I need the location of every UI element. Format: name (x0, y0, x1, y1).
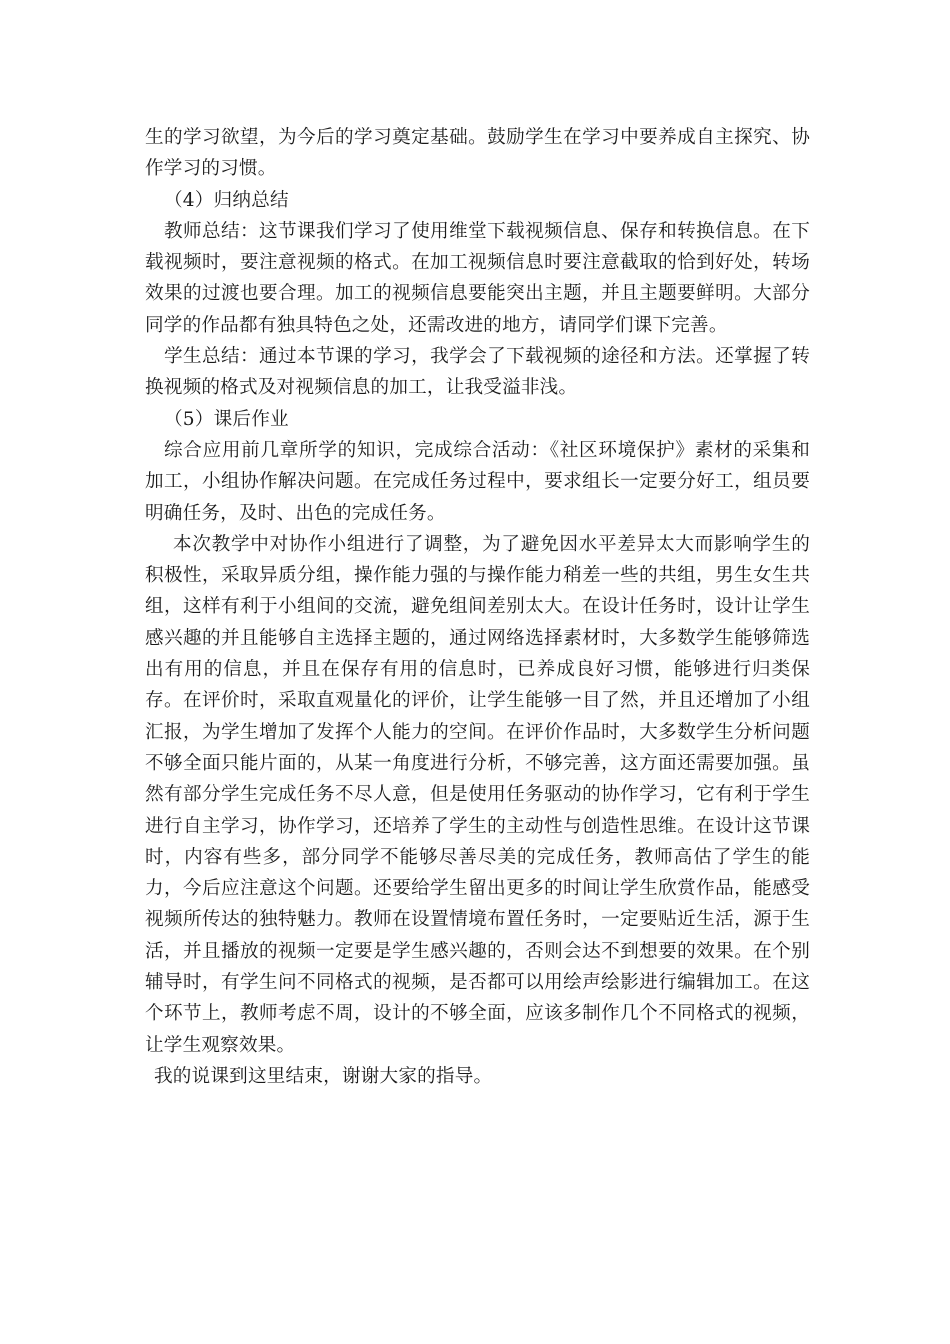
paragraph-student-summary: 学生总结：通过本节课的学习，我学会了下载视频的途径和方法。还掌握了转换视频的格式及对视频信息的加工，让我受溢非浅。 (145, 346, 810, 399)
paragraph-reflection: 本次教学中对协作小组进行了调整，为了避免因水平差异太大而影响学生的积极性，采取异质分组，操作能力强的与操作能力稍差一些的共组，男生女生共组，这样有利于小组间的交流，避免组间差别太大。在设计任务时，设计让学生感兴趣的并且能够自主选择主题的，通过网络选择素材时，大多数学生能够筛选出有用的信息，并且在保存有用的信息时，已养成良好习惯，能够进行归类保存。在评价时，采取直观量化的评价，让学生能够一目了然，并且还增加了小组汇报，为学生增加了发挥个人能力的空间。在评价作品时，大多数学生分析问题不够全面只能片面的，从某一角度进行分析，不够完善，这方面还需要加强。虽然有部分学生完成任务不尽人意，但是使用任务驱动的协作学习，它有利于学生进行自主学习，协作学习，还培养了学生的主动性与创造性思维。在设计这节课时，内容有些多，部分同学不能够尽善尽美的完成任务，教师高估了学生的能力，今后应注意这个问题。还要给学生留出更多的时间让学生欣赏作品，能感受视频所传达的独特魅力。教师在设置情境布置任务时，一定要贴近生活，源于生活，并且播放的视频一定要是学生感兴趣的，否则会达不到想要的效果。在个别辅导时，有学生问不同格式的视频，是否都可以用绘声绘影进行编辑加工。在这个环节上，教师考虑不周，设计的不够全面，应该多制作几个不同格式的视频，让学生观察效果。 (145, 533, 810, 1056)
paragraph-closing: 我的说课到这里结束，谢谢大家的指导。 (154, 1065, 493, 1087)
section-heading-homework: （5）课后作业 (164, 408, 289, 430)
document-body (145, 122, 810, 1092)
paragraph-teacher-summary: 教师总结：这节课我们学习了使用维堂下载视频信息、保存和转换信息。在下载视频时，要注意视频的格式。在加工视频信息时要注意截取的恰到好处，转场效果的过渡也要合理。加工的视频信息要能突出主题，并且主题要鲜明。大部分同学的作品都有独具特色之处，还需改进的地方，请同学们课下完善。 (145, 220, 810, 336)
section-heading-summary: （4）归纳总结 (164, 189, 289, 211)
paragraph-continuation: 生的学习欲望，为今后的学习奠定基础。鼓励学生在学习中要养成自主探究、协作学习的习惯。 (145, 127, 810, 180)
paragraph-homework: 综合应用前几章所学的知识，完成综合活动：《社区环境保护》素材的采集和加工，小组协作解决问题。在完成任务过程中，要求组长一定要分好工，组员要明确任务，及时、出色的完成任务。 (145, 439, 810, 524)
